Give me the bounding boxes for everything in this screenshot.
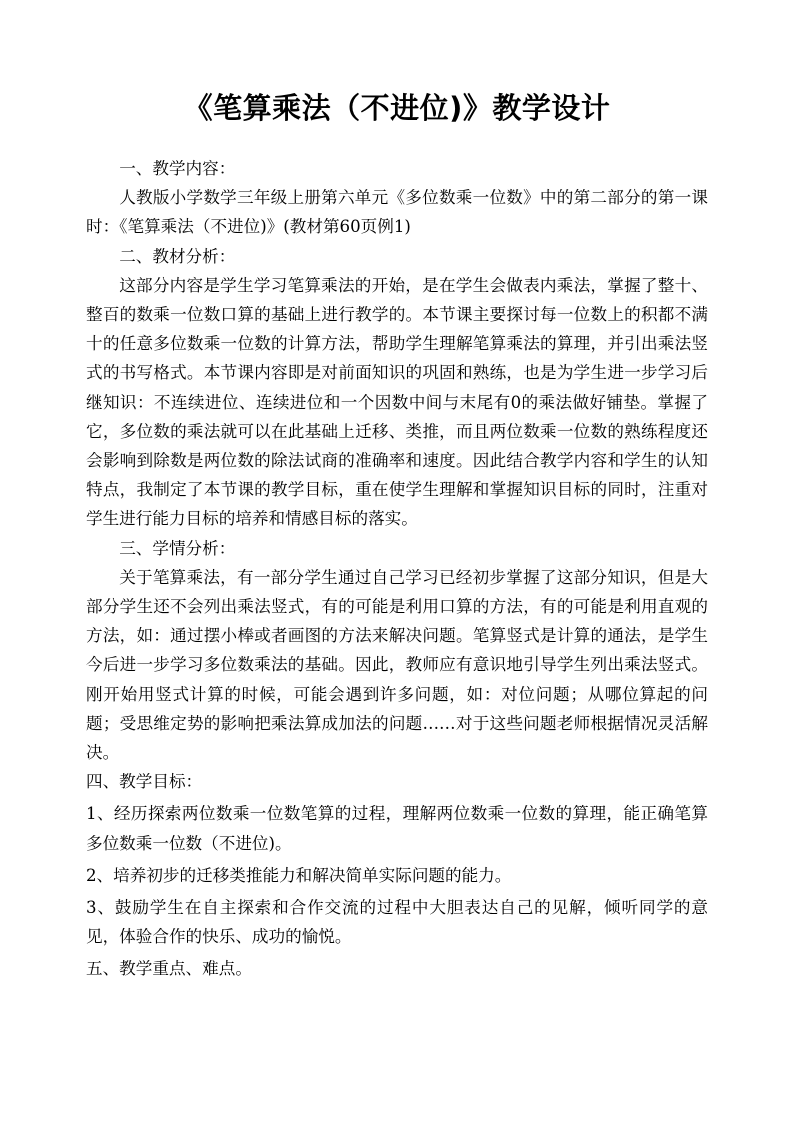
section-paragraph-material-analysis: 这部分内容是学生学习笔算乘法的开始，是在学生会做表内乘法，掌握了整十、整百的数乘一位数口算的基础上进行教学的。本节课主要探讨每一位数上的积都不满十的任意多位数乘一位数的计算方法，帮助学生理解笔算乘法的算理，并引出乘法竖式的书写格式。本节课内容即是对前面知识的巩固和熟练，也是为学生进一步学习后继知识：不连续进位、连续进位和一个因数中间与末尾有0的乘法做好铺垫。掌握了它，多位数的乘法就可以在此基础上迁移、类推，而且两位数乘一位数的熟练程度还会影响到除数是两位数的除法试商的准确率和速度。因此结合教学内容和学生的认知特点，我制定了本节课的教学目标，重在使学生理解和掌握知识目标的同时，注重对学生进行能力目标的培养和情感目标的落实。: [86, 275, 708, 529]
document-title: 《笔算乘法（不进位)》教学设计: [183, 91, 611, 125]
section-heading-teaching-goals: 四、教学目标：: [86, 772, 203, 792]
section-heading-key-points: 五、教学重点、难点。: [86, 959, 252, 979]
goal-item-2: 2、培养初步的迁移类推能力和解决简单实际问题的能力。: [86, 865, 512, 885]
goal-item-1: 1、经历探索两位数乘一位数笔算的过程，理解两位数乘一位数的算理，能正确笔算多位数乘一位数（不进位)。: [86, 804, 708, 853]
section-paragraph-content: 人教版小学数学三年级上册第六单元《多位数乘一位数》中的第二部分的第一课时：《笔算乘法（不进位)》(教材第60页例1): [86, 188, 708, 237]
section-heading-material-analysis: 二、教材分析：: [119, 246, 236, 266]
document-body: [86, 154, 708, 984]
section-heading-content: 一、教学内容：: [119, 159, 236, 178]
section-heading-student-analysis: 三、学情分析：: [119, 538, 236, 558]
goal-item-3: 3、鼓励学生在自主探索和合作交流的过程中大胆表达自己的见解，倾听同学的意见，体验合作的快乐、成功的愉悦。: [86, 898, 708, 947]
section-paragraph-student-analysis: 关于笔算乘法，有一部分学生通过自己学习已经初步掌握了这部分知识，但是大部分学生还不会列出乘法竖式，有的可能是利用口算的方法，有的可能是利用直观的方法，如：通过摆小棒或者画图的方法来解决问题。笔算竖式是计算的通法，是学生今后进一步学习多位数乘法的基础。因此，教师应有意识地引导学生列出乘法竖式。刚开始用竖式计算的时候，可能会遇到许多问题，如：对位问题；从哪位算起的问题；受思维定势的影响把乘法算成加法的问题……对于这些问题老师根据情况灵活解决。: [86, 567, 708, 763]
